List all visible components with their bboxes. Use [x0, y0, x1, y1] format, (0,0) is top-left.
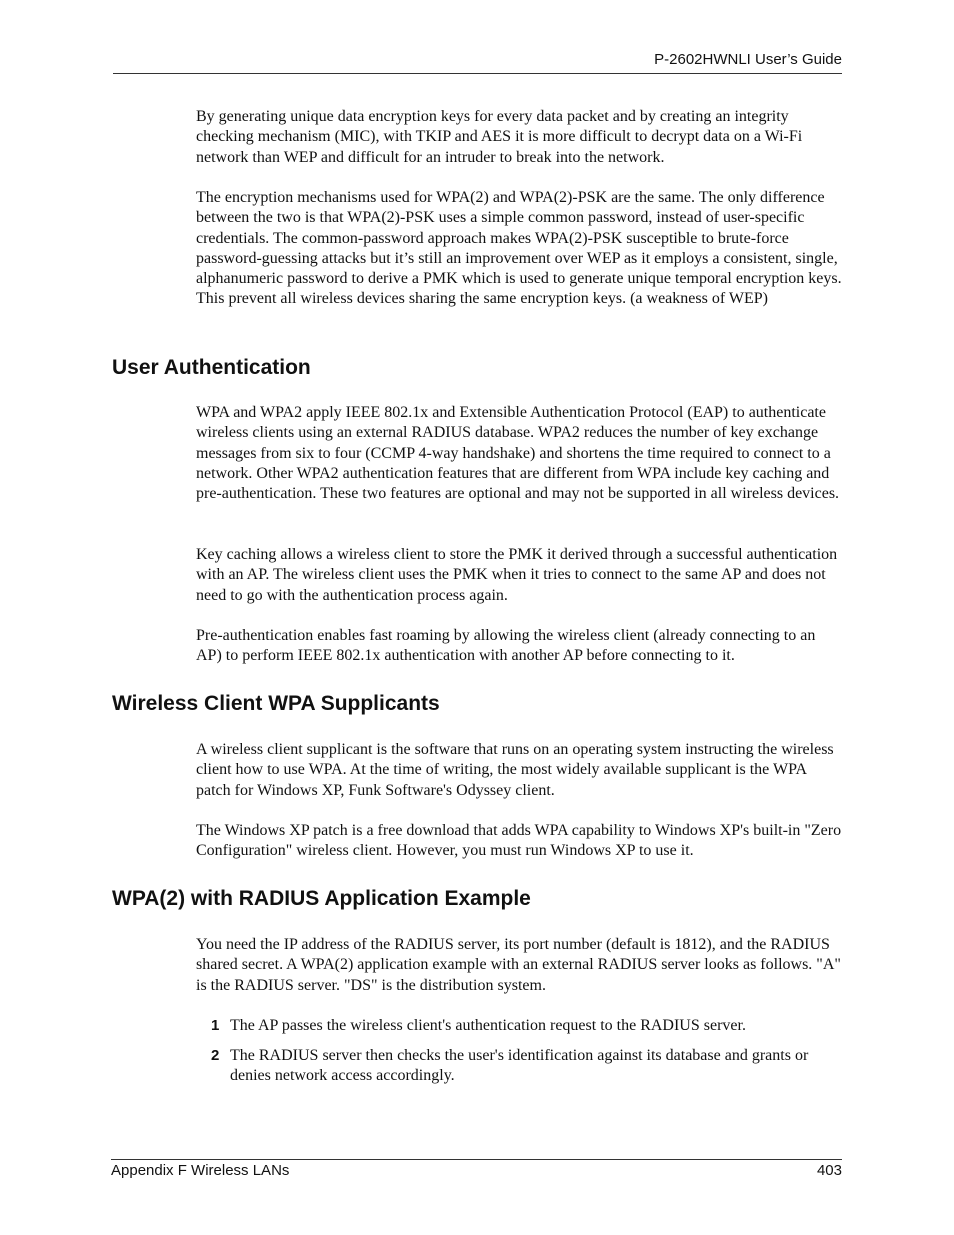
step-text: The RADIUS server then checks the user's identification against its database and grants or denies network access accordingly.	[230, 1047, 809, 1085]
section-heading-radius-example: WPA(2) with RADIUS Application Example	[112, 887, 531, 910]
running-header: P-2602HWNLI User’s Guide	[654, 51, 842, 68]
user-auth-paragraph-2: Key caching allows a wireless client to store the PMK it derived through a successful authentication with an AP. The wireless client uses the PMK when it tries to connect to the same AP and does not need to go with the authentication process again.	[196, 546, 838, 604]
user-auth-paragraph-3: Pre-authentication enables fast roaming by allowing the wireless client (already connecting to an AP) to perform IEEE 802.1x authentication with another AP before connecting to it.	[196, 627, 816, 665]
user-auth-paragraph-1: WPA and WPA2 apply IEEE 802.1x and Extensible Authentication Protocol (EAP) to authenticate wireless clients using an external RADIUS database. WPA2 reduces the number of key exchange messages from six to four (CCMP 4-way handshake) and shortens the time required to connect to a network. Other WPA2 authentication features that are different from WPA include key caching and pre-authentication. These two features are optional and may not be supported in all wireless devices.	[196, 404, 840, 503]
intro-paragraph-1: By generating unique data encryption keys for every data packet and by creating an integrity checking mechanism (MIC), with TKIP and AES it is more difficult to decrypt data on a Wi-Fi network than WEP and difficult for an intruder to break into the network.	[196, 108, 803, 166]
step-text: The AP passes the wireless client's authentication request to the RADIUS server.	[230, 1017, 746, 1034]
radius-example-paragraph: You need the IP address of the RADIUS server, its port number (default is 1812), and the RADIUS shared secret. A WPA(2) application example with an external RADIUS server looks as follows. "A" is the RADIUS server. "DS" is the distribution system.	[196, 936, 841, 994]
supplicants-paragraph-1: A wireless client supplicant is the software that runs on an operating system instructing the wireless client how to use WPA. At the time of writing, the most widely available supplicant is the WPA patch for Windows XP, Funk Software's Odyssey client.	[196, 741, 834, 799]
header-rule	[113, 73, 842, 74]
section-heading-user-authentication: User Authentication	[112, 356, 311, 379]
section-heading-wpa-supplicants: Wireless Client WPA Supplicants	[112, 692, 440, 715]
intro-paragraph-2: The encryption mechanisms used for WPA(2) and WPA(2)-PSK are the same. The only difference between the two is that WPA(2)-PSK uses a simple common password, instead of user-specific credentials. The common-password approach makes WPA(2)-PSK susceptible to brute-force password-guessing attacks but it’s still an improvement over WEP as it employs a consistent, single, alphanumeric password to derive a PMK which is used to generate unique temporal encryption keys. This prevent all wireless devices sharing the same encryption keys. (a weakness of WEP)	[196, 189, 842, 308]
supplicants-paragraph-2: The Windows XP patch is a free download that adds WPA capability to Windows XP's built-in "Zero Configuration" wireless client. However, you must run Windows XP to use it.	[196, 822, 842, 860]
footer-rule	[111, 1159, 842, 1160]
page-number: 403	[816, 1162, 842, 1179]
step-number: 1	[211, 1017, 220, 1034]
footer-section-title: Appendix F Wireless LANs	[111, 1162, 290, 1179]
step-number: 2	[211, 1047, 220, 1064]
